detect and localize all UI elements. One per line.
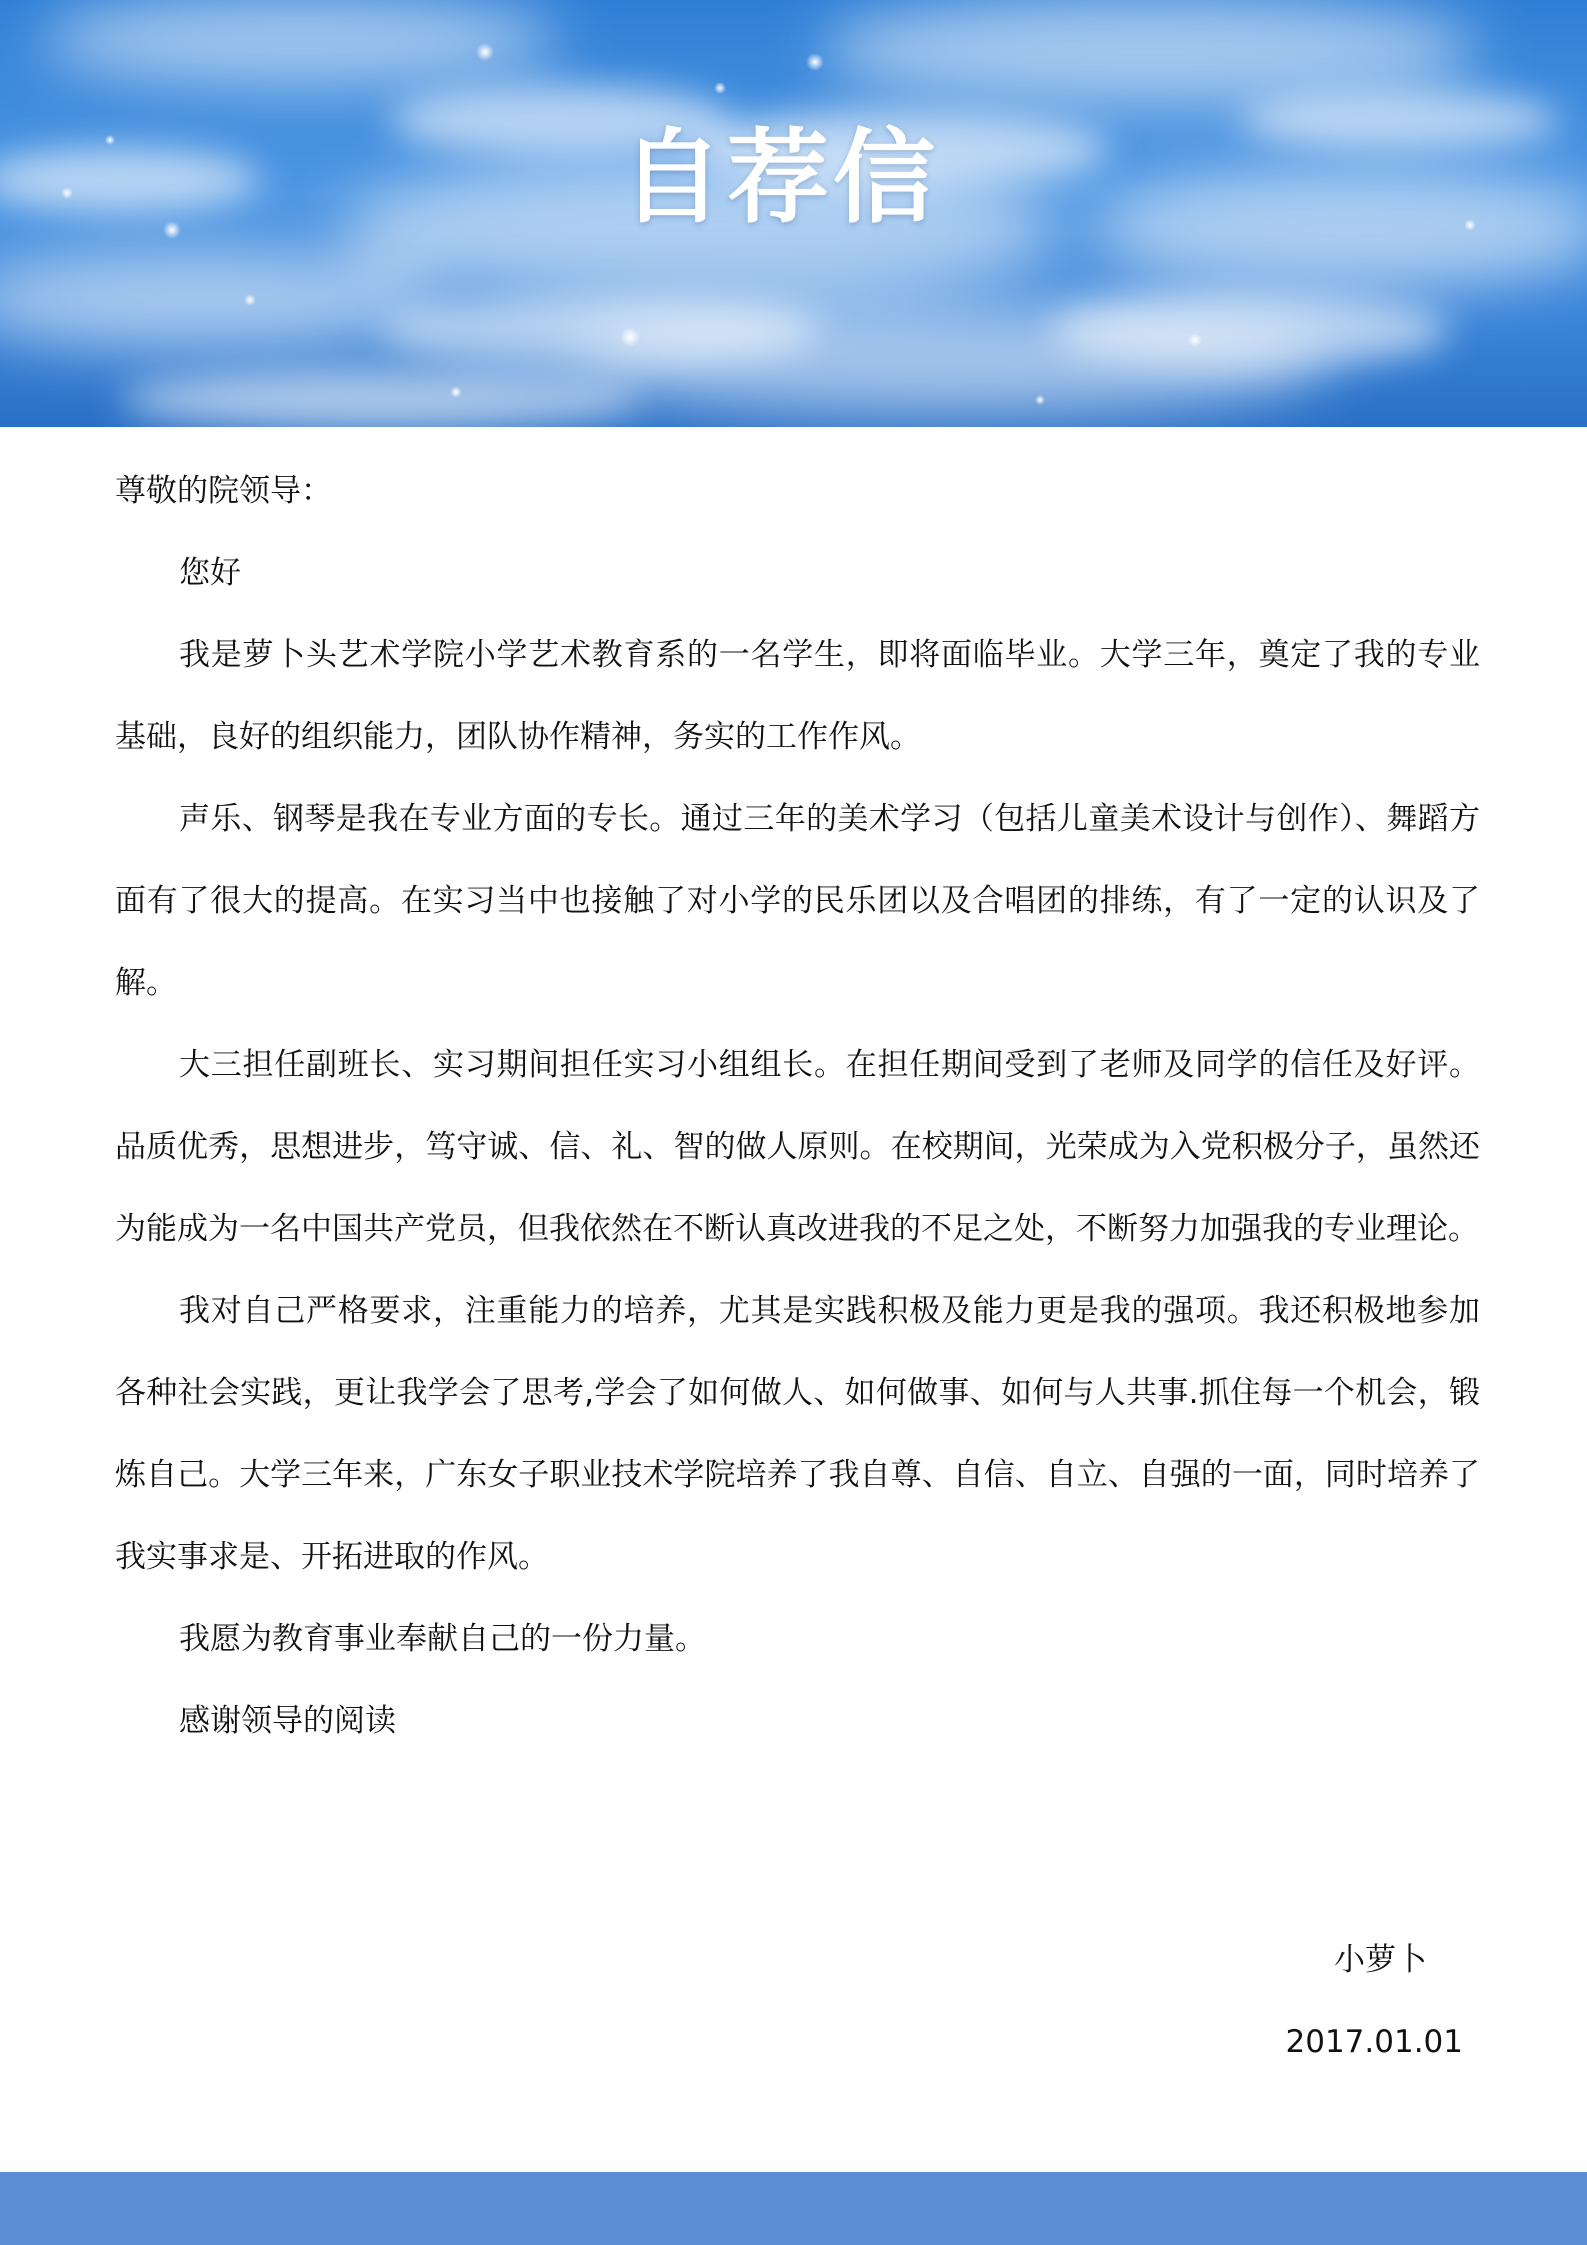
paragraph-skills: 声乐、钢琴是我在专业方面的专长。通过三年的美术学习（包括儿童美术设计与创作）、舞蹈方面有了很大的提高。在实习当中也接触了对小学的民乐团以及合唱团的排练，有了一定的认识及了解。 [115, 801, 1480, 1001]
greeting: 您好 [179, 555, 241, 591]
footer-bar [0, 2172, 1587, 2245]
paragraph-roles: 大三担任副班长、实习期间担任实习小组组长。在担任期间受到了老师及同学的信任及好评。品质优秀，思想进步，笃守诚、信、礼、智的做人原则。在校期间，光荣成为入党积极分子，虽然还为能成为一名中国共产党员，但我依然在不断认真改进我的不足之处，不断努力加强我的专业理论。 [115, 1047, 1480, 1247]
paragraph-thanks: 感谢领导的阅读 [179, 1703, 396, 1739]
salutation: 尊敬的院领导： [115, 473, 332, 509]
signature-date: 2017.01.01 [1285, 2024, 1463, 2060]
signature-name: 小萝卜 [1334, 1942, 1427, 1978]
letter-title: 自荐信 [621, 119, 939, 238]
letter-body [115, 450, 1480, 1762]
paragraph-self-discipline: 我对自己严格要求，注重能力的培养，尤其是实践积极及能力更是我的强项。我还积极地参加各种社会实践，更让我学会了思考,学会了如何做人、如何做事、如何与人共事.抓住每一个机会，锻炼自己。大学三年来，广东女子职业技术学院培养了我自尊、自信、自立、自强的一面，同时培养了我实事求是、开拓进取的作风。 [115, 1293, 1480, 1575]
paragraph-commitment: 我愿为教育事业奉献自己的一份力量。 [179, 1621, 706, 1657]
header-sky-banner [0, 0, 1587, 427]
paragraph-intro: 我是萝卜头艺术学院小学艺术教育系的一名学生，即将面临毕业。大学三年，奠定了我的专业基础，良好的组织能力，团队协作精神，务实的工作作风。 [115, 637, 1480, 755]
